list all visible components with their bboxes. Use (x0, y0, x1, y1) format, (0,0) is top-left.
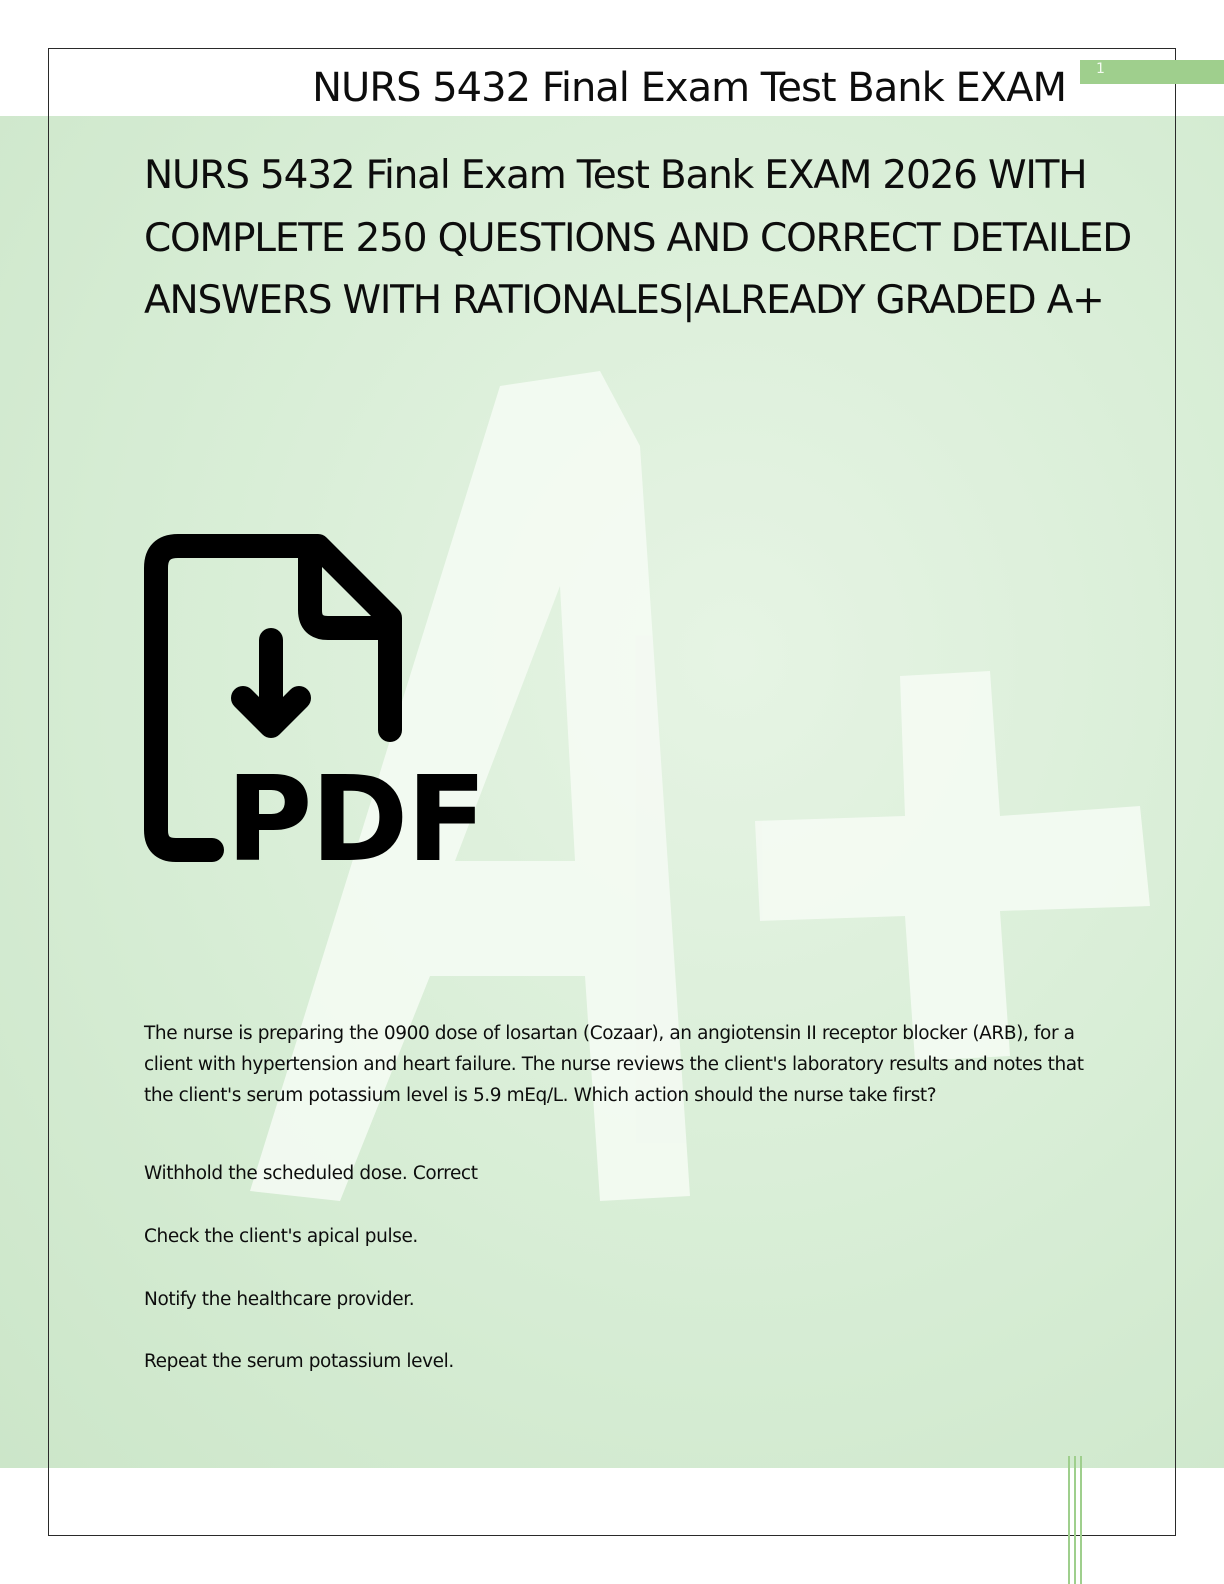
answer-option-3: Notify the healthcare provider. (144, 1289, 415, 1310)
page-number: 1 (1096, 61, 1105, 77)
footer-rule-left (1068, 1456, 1070, 1584)
question-text: The nurse is preparing the 0900 dose of losartan (Cozaar), an angiotensin II receptor blocker (ARB), for a client with hypertension and heart failure. The nurse reviews the client's laboratory results and notes that the client's serum potassium level is 5.9 mEq/L. Which action should the nurse take first? (144, 1023, 1084, 1106)
document-title: NURS 5432 Final Exam Test Bank EXAM 2026 WITH COMPLETE 250 QUESTIONS AND CORRECT DETAILED ANSWERS WITH RATIONALES|ALREADY GRADED A+ (144, 153, 1132, 323)
pdf-download-icon (140, 530, 480, 870)
running-header-title: NURS 5432 Final Exam Test Bank EXAM (312, 65, 1066, 111)
footer-rule-right (1080, 1456, 1082, 1584)
footer-rule-middle (1074, 1456, 1076, 1584)
pdf-label: PDF (226, 750, 480, 870)
answer-option-1: Withhold the scheduled dose. Correct (144, 1163, 478, 1184)
answer-option-4: Repeat the serum potassium level. (144, 1351, 454, 1372)
answer-option-2: Check the client's apical pulse. (144, 1226, 418, 1247)
